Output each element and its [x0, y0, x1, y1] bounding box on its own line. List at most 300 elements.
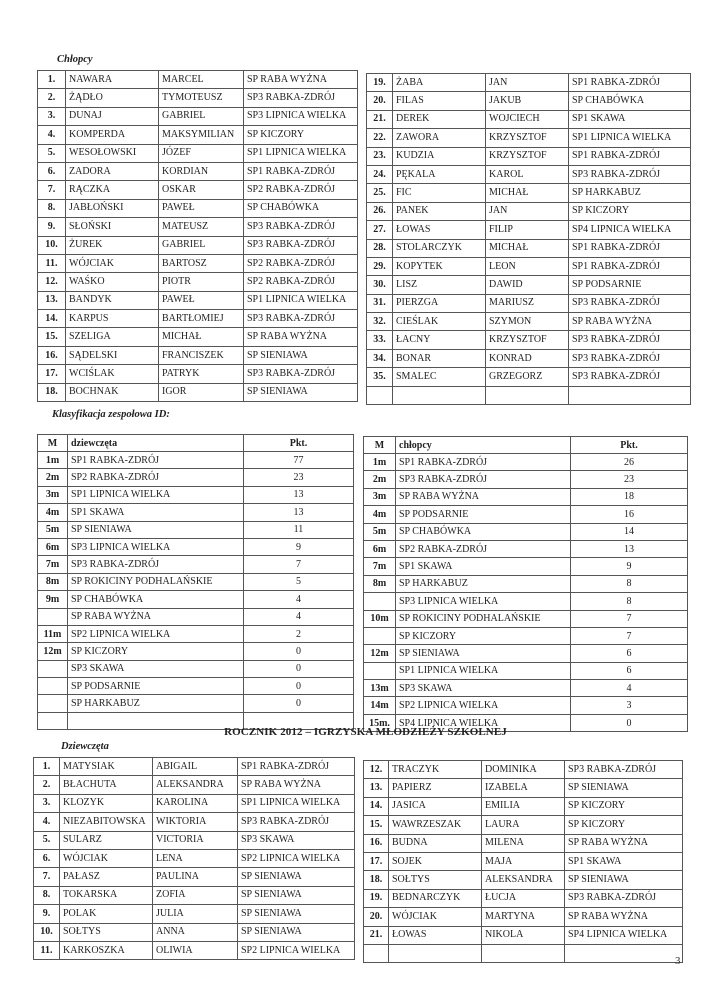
school-cell: SP SIENIAWA — [244, 346, 358, 364]
result-row — [364, 871, 683, 889]
result-row — [38, 107, 358, 125]
school-cell: SP3 RABKA-ZDRÓJ — [244, 89, 358, 107]
place-cell: 12m — [364, 645, 396, 662]
firstname-cell: GABRIEL — [159, 107, 244, 125]
result-row — [367, 349, 691, 367]
result-row — [34, 905, 355, 923]
girls-section-label: Dziewczęta — [61, 741, 109, 752]
position-cell: 28. — [367, 239, 393, 257]
school-cell: SP1 RABKA-ZDRÓJ — [569, 257, 691, 275]
result-row — [34, 758, 355, 776]
firstname-cell: IGOR — [159, 383, 244, 401]
surname-cell: MATYSIAK — [60, 758, 153, 776]
school-cell: SP2 LIPNICA WIELKA — [238, 941, 355, 959]
surname-cell: ŁOWAS — [393, 221, 486, 239]
header-place: M — [364, 437, 396, 454]
firstname-cell: JAN — [486, 74, 569, 92]
position-cell: 12. — [38, 273, 66, 291]
points-cell: 23 — [244, 469, 354, 486]
position-cell: 20. — [367, 92, 393, 110]
school-cell: SP2 RABKA-ZDRÓJ — [396, 540, 571, 557]
surname-cell: PANEK — [393, 202, 486, 220]
girls-results-table-right — [363, 760, 683, 963]
result-row — [364, 889, 683, 907]
place-cell: 3m — [364, 488, 396, 505]
school-cell: SP RABA WYŻNA — [244, 328, 358, 346]
points-cell: 0 — [244, 678, 354, 695]
school-cell: SP3 LIPNICA WIELKA — [396, 593, 571, 610]
result-row — [34, 941, 355, 959]
result-row — [364, 834, 683, 852]
result-row — [34, 776, 355, 794]
surname-cell: POLAK — [60, 905, 153, 923]
firstname-cell: WOJCIECH — [486, 110, 569, 128]
school-cell: SP SIENIAWA — [396, 645, 571, 662]
position-cell: 13. — [38, 291, 66, 309]
points-cell: 4 — [244, 591, 354, 608]
school-cell: SP1 LIPNICA WIELKA — [244, 144, 358, 162]
points-cell: 7 — [244, 556, 354, 573]
position-cell: 17. — [38, 365, 66, 383]
firstname-cell: MICHAŁ — [486, 239, 569, 257]
points-cell: 77 — [244, 452, 354, 469]
place-cell — [38, 608, 68, 625]
place-cell — [38, 695, 68, 712]
school-cell: SP1 SKAWA — [565, 852, 683, 870]
position-cell: 30. — [367, 276, 393, 294]
school-cell: SP RABA WYŻNA — [565, 834, 683, 852]
firstname-cell: MARTYNA — [482, 908, 565, 926]
points-cell: 9 — [244, 538, 354, 555]
surname-cell: WAŚKO — [66, 273, 159, 291]
result-row — [367, 221, 691, 239]
school-cell: SP2 RABKA-ZDRÓJ — [68, 469, 244, 486]
school-cell: SP1 LIPNICA WIELKA — [569, 129, 691, 147]
result-row — [38, 181, 358, 199]
position-cell: 26. — [367, 202, 393, 220]
firstname-cell: ABIGAIL — [153, 758, 238, 776]
school-cell: SP PODSARNIE — [396, 506, 571, 523]
firstname-cell: MATEUSZ — [159, 218, 244, 236]
points-cell: 11 — [244, 521, 354, 538]
position-cell: 25. — [367, 184, 393, 202]
points-cell: 13 — [244, 486, 354, 503]
place-cell — [38, 660, 68, 677]
position-cell: 1. — [38, 71, 66, 89]
points-cell: 26 — [571, 454, 688, 471]
header-school: dziewczęta — [68, 435, 244, 452]
result-row — [364, 944, 683, 962]
school-cell: SP1 RABKA-ZDRÓJ — [569, 147, 691, 165]
team-row — [364, 575, 688, 592]
place-cell: 9m — [38, 591, 68, 608]
school-cell: SP RABA WYŻNA — [238, 776, 355, 794]
points-cell: 0 — [571, 714, 688, 731]
team-row — [38, 504, 354, 521]
surname-cell: KOMPERDA — [66, 126, 159, 144]
place-cell: 10m — [364, 610, 396, 627]
position-cell: 4. — [34, 813, 60, 831]
firstname-cell — [486, 386, 569, 404]
surname-cell: KLOZYK — [60, 794, 153, 812]
school-cell: SP HARKABUZ — [68, 695, 244, 712]
position-cell: 5. — [38, 144, 66, 162]
result-row — [364, 852, 683, 870]
position-cell: 21. — [364, 926, 389, 944]
team-table-boys-header — [364, 437, 688, 454]
surname-cell: WÓJCIAK — [389, 908, 482, 926]
firstname-cell: WIKTORIA — [153, 813, 238, 831]
result-row — [34, 886, 355, 904]
surname-cell: FILAS — [393, 92, 486, 110]
position-cell: 9. — [38, 218, 66, 236]
surname-cell: ŁACNY — [393, 331, 486, 349]
surname-cell: CIEŚLAK — [393, 313, 486, 331]
firstname-cell: DOMINIKA — [482, 761, 565, 779]
team-row — [38, 556, 354, 573]
result-row — [38, 218, 358, 236]
result-row — [364, 926, 683, 944]
school-cell: SP1 LIPNICA WIELKA — [244, 291, 358, 309]
firstname-cell: LAURA — [482, 816, 565, 834]
page-number: 3 — [675, 955, 681, 967]
team-row — [364, 610, 688, 627]
firstname-cell: JAN — [486, 202, 569, 220]
position-cell: 19. — [364, 889, 389, 907]
position-cell: 8. — [38, 199, 66, 217]
school-cell — [569, 386, 691, 404]
school-cell: SP1 RABKA-ZDRÓJ — [569, 74, 691, 92]
firstname-cell: FRANCISZEK — [159, 346, 244, 364]
firstname-cell: PAWEŁ — [159, 199, 244, 217]
surname-cell: ZADORA — [66, 162, 159, 180]
team-row — [364, 540, 688, 557]
school-cell: SP PODSARNIE — [68, 678, 244, 695]
place-cell: 6m — [38, 538, 68, 555]
surname-cell: SZELIGA — [66, 328, 159, 346]
points-cell: 0 — [244, 660, 354, 677]
place-cell: 8m — [364, 575, 396, 592]
place-cell: 15m. — [364, 714, 396, 731]
place-cell: 1m — [38, 452, 68, 469]
points-cell: 9 — [571, 558, 688, 575]
result-row — [38, 236, 358, 254]
firstname-cell: TYMOTEUSZ — [159, 89, 244, 107]
position-cell: 13. — [364, 779, 389, 797]
result-row — [367, 368, 691, 386]
position-cell: 6. — [34, 849, 60, 867]
school-cell: SP RABA WYŻNA — [244, 71, 358, 89]
firstname-cell: PATRYK — [159, 365, 244, 383]
school-cell: SP KICZORY — [244, 126, 358, 144]
team-classification-label: Klasyfikacja zespołowa ID: — [52, 409, 170, 420]
points-cell: 6 — [571, 662, 688, 679]
school-cell: SP1 RABKA-ZDRÓJ — [569, 239, 691, 257]
position-cell: 7. — [34, 868, 60, 886]
surname-cell: NIEZABITOWSKA — [60, 813, 153, 831]
school-cell: SP SIENIAWA — [565, 779, 683, 797]
school-cell: SP1 LIPNICA WIELKA — [68, 486, 244, 503]
result-row — [38, 71, 358, 89]
school-cell: SP3 RABKA-ZDRÓJ — [68, 556, 244, 573]
firstname-cell: OSKAR — [159, 181, 244, 199]
result-row — [367, 92, 691, 110]
position-cell — [367, 386, 393, 404]
school-cell: SP3 RABKA-ZDRÓJ — [569, 165, 691, 183]
result-row — [38, 365, 358, 383]
result-row — [364, 797, 683, 815]
surname-cell: WESOŁOWSKI — [66, 144, 159, 162]
result-row — [38, 162, 358, 180]
firstname-cell — [482, 944, 565, 962]
firstname-cell: DAWID — [486, 276, 569, 294]
result-row — [367, 386, 691, 404]
school-cell: SP3 SKAWA — [238, 831, 355, 849]
place-cell: 6m — [364, 540, 396, 557]
surname-cell: SOJEK — [389, 852, 482, 870]
surname-cell: FIC — [393, 184, 486, 202]
position-cell: 2. — [38, 89, 66, 107]
year-2012-heading: ROCZNIK 2012 – IGRZYSKA MŁODZIEŻY SZKOLNEJ — [224, 726, 507, 738]
school-cell: SP3 SKAWA — [396, 680, 571, 697]
team-row — [38, 660, 354, 677]
team-row — [364, 506, 688, 523]
school-cell: SP3 RABKA-ZDRÓJ — [244, 310, 358, 328]
position-cell: 11. — [38, 254, 66, 272]
position-cell: 3. — [34, 794, 60, 812]
position-cell: 32. — [367, 313, 393, 331]
place-cell: 2m — [364, 471, 396, 488]
surname-cell: BONAR — [393, 349, 486, 367]
school-cell: SP RABA WYŻNA — [68, 608, 244, 625]
position-cell: 22. — [367, 129, 393, 147]
surname-cell: WÓJCIAK — [66, 254, 159, 272]
points-cell: 7 — [571, 627, 688, 644]
surname-cell: JABŁOŃSKI — [66, 199, 159, 217]
points-cell: 16 — [571, 506, 688, 523]
school-cell: SP3 RABKA-ZDRÓJ — [244, 218, 358, 236]
points-cell: 13 — [571, 540, 688, 557]
position-cell: 29. — [367, 257, 393, 275]
firstname-cell: PAWEŁ — [159, 291, 244, 309]
team-table-girls — [37, 434, 354, 730]
school-cell: SP ROKICINY PODHALAŃSKIE — [396, 610, 571, 627]
result-row — [364, 908, 683, 926]
firstname-cell: KRZYSZTOF — [486, 147, 569, 165]
firstname-cell: JAKUB — [486, 92, 569, 110]
school-cell: SP SIENIAWA — [244, 383, 358, 401]
result-row — [367, 165, 691, 183]
firstname-cell: MARIUSZ — [486, 294, 569, 312]
position-cell: 3. — [38, 107, 66, 125]
firstname-cell: KRZYSZTOF — [486, 331, 569, 349]
firstname-cell: BARTŁOMIEJ — [159, 310, 244, 328]
position-cell: 7. — [38, 181, 66, 199]
place-cell: 3m — [38, 486, 68, 503]
points-cell: 8 — [571, 575, 688, 592]
school-cell: SP2 RABKA-ZDRÓJ — [244, 254, 358, 272]
position-cell: 9. — [34, 905, 60, 923]
place-cell: 12m — [38, 643, 68, 660]
firstname-cell: KRZYSZTOF — [486, 129, 569, 147]
firstname-cell: ALEKSANDRA — [482, 871, 565, 889]
place-cell: 4m — [364, 506, 396, 523]
surname-cell: DUNAJ — [66, 107, 159, 125]
surname-cell: KARPUS — [66, 310, 159, 328]
school-cell: SP RABA WYŻNA — [396, 488, 571, 505]
header-place: M — [38, 435, 68, 452]
school-cell: SP1 LIPNICA WIELKA — [238, 794, 355, 812]
points-cell: 18 — [571, 488, 688, 505]
school-cell: SP SIENIAWA — [68, 521, 244, 538]
school-cell: SP3 RABKA-ZDRÓJ — [565, 889, 683, 907]
school-cell: SP CHABÓWKA — [569, 92, 691, 110]
firstname-cell: ŁUCJA — [482, 889, 565, 907]
school-cell: SP HARKABUZ — [569, 184, 691, 202]
team-row — [38, 486, 354, 503]
firstname-cell: KONRAD — [486, 349, 569, 367]
result-row — [38, 144, 358, 162]
firstname-cell: MAKSYMILIAN — [159, 126, 244, 144]
position-cell — [364, 944, 389, 962]
points-cell: 6 — [571, 645, 688, 662]
firstname-cell: GRZEGORZ — [486, 368, 569, 386]
position-cell: 27. — [367, 221, 393, 239]
school-cell: SP SIENIAWA — [238, 905, 355, 923]
school-cell: SP3 RABKA-ZDRÓJ — [238, 813, 355, 831]
firstname-cell: OLIWIA — [153, 941, 238, 959]
school-cell: SP2 LIPNICA WIELKA — [396, 697, 571, 714]
result-row — [364, 779, 683, 797]
place-cell: 7m — [364, 558, 396, 575]
points-cell: 23 — [571, 471, 688, 488]
result-row — [367, 313, 691, 331]
school-cell: SP3 RABKA-ZDRÓJ — [396, 471, 571, 488]
position-cell: 10. — [34, 923, 60, 941]
team-row — [364, 593, 688, 610]
team-row — [364, 558, 688, 575]
school-cell: SP KICZORY — [569, 202, 691, 220]
school-cell: SP1 RABKA-ZDRÓJ — [396, 454, 571, 471]
result-row — [367, 74, 691, 92]
position-cell: 12. — [364, 761, 389, 779]
firstname-cell: MICHAŁ — [486, 184, 569, 202]
surname-cell: BUDNA — [389, 834, 482, 852]
surname-cell: SOŁTYS — [389, 871, 482, 889]
surname-cell: ŻĄDŁO — [66, 89, 159, 107]
result-row — [367, 294, 691, 312]
team-row — [364, 471, 688, 488]
result-row — [364, 816, 683, 834]
position-cell: 11. — [34, 941, 60, 959]
team-row — [38, 625, 354, 642]
team-row — [364, 454, 688, 471]
position-cell: 8. — [34, 886, 60, 904]
place-cell — [38, 678, 68, 695]
points-cell: 0 — [244, 643, 354, 660]
header-school: chłopcy — [396, 437, 571, 454]
surname-cell: RĄCZKA — [66, 181, 159, 199]
position-cell: 31. — [367, 294, 393, 312]
points-cell: 2 — [244, 625, 354, 642]
position-cell: 16. — [38, 346, 66, 364]
position-cell: 18. — [38, 383, 66, 401]
school-cell: SP HARKABUZ — [396, 575, 571, 592]
school-cell: SP3 RABKA-ZDRÓJ — [569, 294, 691, 312]
firstname-cell: KAROLINA — [153, 794, 238, 812]
firstname-cell: PAULINA — [153, 868, 238, 886]
school-cell: SP2 LIPNICA WIELKA — [238, 849, 355, 867]
boys-section-label: Chłopcy — [57, 54, 93, 65]
firstname-cell: EMILIA — [482, 797, 565, 815]
points-cell: 4 — [244, 608, 354, 625]
girls-results-table-left — [33, 757, 355, 960]
position-cell: 14. — [364, 797, 389, 815]
surname-cell: PAPIERZ — [389, 779, 482, 797]
points-cell: 5 — [244, 573, 354, 590]
surname-cell: JASICA — [389, 797, 482, 815]
position-cell: 15. — [364, 816, 389, 834]
position-cell: 21. — [367, 110, 393, 128]
surname-cell: BOCHNAK — [66, 383, 159, 401]
position-cell: 34. — [367, 349, 393, 367]
firstname-cell: KAROL — [486, 165, 569, 183]
school-cell: SP3 LIPNICA WIELKA — [244, 107, 358, 125]
team-row — [38, 591, 354, 608]
school-cell: SP CHABÓWKA — [396, 523, 571, 540]
team-row — [364, 645, 688, 662]
school-cell: SP1 SKAWA — [396, 558, 571, 575]
surname-cell: ŻABA — [393, 74, 486, 92]
school-cell: SP KICZORY — [565, 797, 683, 815]
firstname-cell: LENA — [153, 849, 238, 867]
firstname-cell: ANNA — [153, 923, 238, 941]
school-cell: SP3 SKAWA — [68, 660, 244, 677]
school-cell: SP1 RABKA-ZDRÓJ — [238, 758, 355, 776]
school-cell: SP SIENIAWA — [565, 871, 683, 889]
school-cell: SP3 RABKA-ZDRÓJ — [569, 368, 691, 386]
surname-cell: LISZ — [393, 276, 486, 294]
surname-cell: NAWARA — [66, 71, 159, 89]
position-cell: 23. — [367, 147, 393, 165]
school-cell: SP3 RABKA-ZDRÓJ — [565, 761, 683, 779]
school-cell: SP1 SKAWA — [68, 504, 244, 521]
position-cell: 4. — [38, 126, 66, 144]
result-row — [364, 761, 683, 779]
firstname-cell: GABRIEL — [159, 236, 244, 254]
points-cell: 3 — [571, 697, 688, 714]
school-cell: SP RABA WYŻNA — [565, 908, 683, 926]
result-row — [367, 257, 691, 275]
result-row — [367, 147, 691, 165]
surname-cell: SMALEC — [393, 368, 486, 386]
team-row — [38, 469, 354, 486]
school-cell: SP3 RABKA-ZDRÓJ — [569, 331, 691, 349]
position-cell: 16. — [364, 834, 389, 852]
result-row — [38, 254, 358, 272]
school-cell: SP ROKICINY PODHALAŃSKIE — [68, 573, 244, 590]
place-cell: 14m — [364, 697, 396, 714]
position-cell: 20. — [364, 908, 389, 926]
surname-cell: TRACZYK — [389, 761, 482, 779]
school-cell: SP KICZORY — [68, 643, 244, 660]
surname-cell: PĘKALA — [393, 165, 486, 183]
surname-cell: SŁOŃSKI — [66, 218, 159, 236]
result-row — [38, 199, 358, 217]
surname-cell: WÓJCIAK — [60, 849, 153, 867]
position-cell: 14. — [38, 310, 66, 328]
result-row — [367, 110, 691, 128]
